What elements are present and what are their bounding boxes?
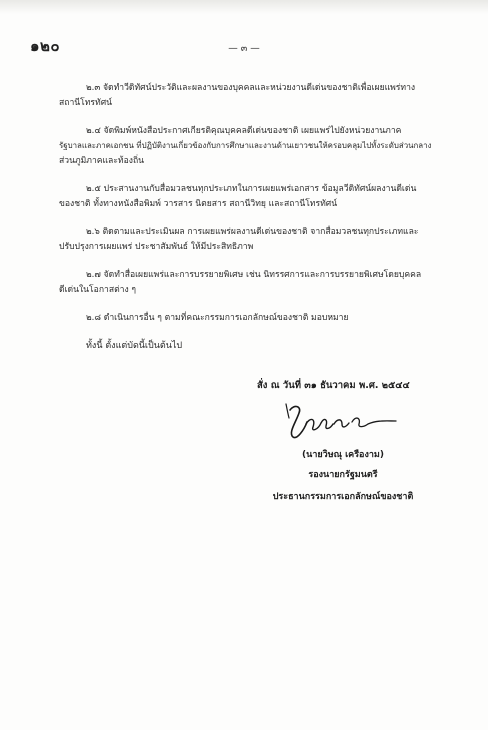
header-number: — ๓ — <box>228 43 260 54</box>
item-2-5-line-1: ๒.๕ ประสานงานกับสื่อมวลชนทุกประเภทในการเผยแพร่เอกสาร ข้อมูลวีดิทัศน์ผลงานดีเด่น <box>86 184 417 194</box>
item-2-5-line-2: ของชาติ ทั้งทางหนังสือพิมพ์ วารสาร นิตยสาร สถานีวิทยุ และสถานีโทรทัศน์ <box>59 199 338 209</box>
item-2-7-line-2: ดีเด่นในโอกาสต่าง ๆ <box>59 285 137 295</box>
item-2-3-line-2: สถานีโทรทัศน์ <box>59 98 113 108</box>
handwritten-signature <box>282 400 402 446</box>
closing-statement: ทั้งนี้ ตั้งแต่บัดนี้เป็นต้นไป <box>86 341 183 351</box>
item-2-6-line-1: ๒.๖ ติดตามและประเมินผล การเผยแพร่ผลงานดีเด่นของชาติ จากสื่อมวลชนทุกประเภทและ <box>86 227 419 237</box>
item-2-6-line-2: ปรับปรุงการเผยแพร่ ประชาสัมพันธ์ ให้มีประสิทธิภาพ <box>59 242 254 252</box>
item-2-7-line-1: ๒.๗ จัดทำสื่อเผยแพร่และการบรรยายพิเศษ เช่น นิทรรศการและการบรรยายพิเศษโดยบุคคล <box>86 270 422 280</box>
signatory-position-1: รองนายกรัฐมนตรี <box>308 470 378 480</box>
item-2-8-line-1: ๒.๘ ดำเนินการอื่น ๆ ตามที่คณะกรรมการเอกลักษณ์ของชาติ มอบหมาย <box>86 313 349 323</box>
item-2-4-line-3: ส่วนภูมิภาคและท้องถิ่น <box>59 156 145 166</box>
item-2-4-line-2: รัฐบาลและภาคเอกชน ที่ปฏิบัติงานเกี่ยวข้องกับการศึกษาและงานด้านเยาวชนให้ครอบคลุมไปทั้งระดับส่วนกลาง <box>59 141 432 150</box>
order-date: สั่ง ณ วันที่ ๓๑ ธันวาคม พ.ศ. ๒๕๔๔ <box>257 380 410 391</box>
item-2-3-line-1: ๒.๓ จัดทำวีดิทัศน์ประวัติและผลงานของบุคคลและหน่วยงานดีเด่นของชาติเพื่อเผยแพร่ทาง <box>86 83 416 93</box>
page-number: ๑๒๐ <box>30 37 61 55</box>
item-2-4-line-1: ๒.๔ จัดพิมพ์หนังสือประกาศเกียรติคุณบุคคลดีเด่นของชาติ เผยแพร่ไปยังหน่วยงานภาค <box>86 126 402 136</box>
scan-shadow <box>0 0 488 14</box>
signatory-name: (นายวิษณุ เครืองาม) <box>302 450 384 460</box>
signatory-position-2: ประธานกรรมการเอกลักษณ์ของชาติ <box>272 492 414 502</box>
